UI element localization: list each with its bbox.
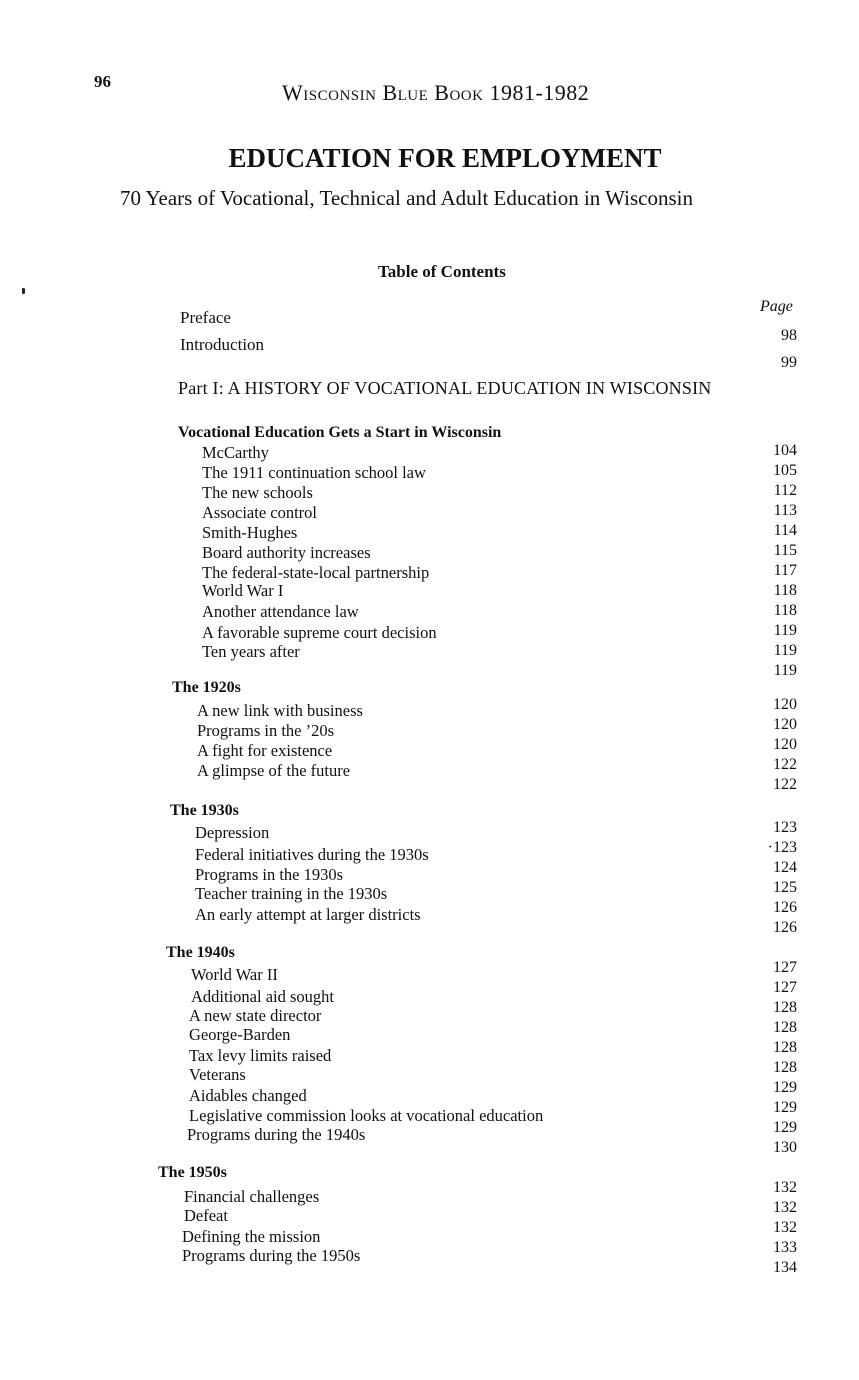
toc-page-number: 117 xyxy=(773,562,797,579)
toc-page-number: 123 xyxy=(773,819,797,836)
toc-item: Programs in the ’20s xyxy=(197,721,335,740)
toc-page-number: 118 xyxy=(773,602,797,619)
section-heading: The 1940s xyxy=(166,944,235,961)
toc-item: World War II xyxy=(191,965,278,984)
toc-page-number: 132 xyxy=(773,1199,797,1216)
toc-page-number: 98 xyxy=(781,327,797,344)
toc-page-number: 129 xyxy=(773,1099,797,1116)
toc-page-number: 122 xyxy=(773,776,797,793)
ink-speck xyxy=(22,288,25,294)
toc-item: Ten years after xyxy=(202,642,300,661)
toc-item: Programs in the 1930s xyxy=(195,865,344,884)
toc-page-number: 129 xyxy=(773,1079,797,1096)
toc-item: Board authority increases xyxy=(202,543,371,562)
toc-item: Teacher training in the 1930s xyxy=(195,884,388,903)
toc-item: Financial challenges xyxy=(184,1187,320,1206)
toc-item: The new schools xyxy=(202,483,313,502)
toc-page-number: 127 xyxy=(773,959,797,976)
page-numbers-front xyxy=(737,326,797,373)
toc-item: Defeat xyxy=(184,1206,228,1225)
page-numbers-s5 xyxy=(737,1178,797,1278)
toc-page-number: 113 xyxy=(773,502,797,519)
page-numbers-s2 xyxy=(737,695,797,795)
toc-entry-preface: Preface xyxy=(180,308,231,327)
page-subtitle: 70 Years of Vocational, Technical and Adult Education in Wisconsin xyxy=(120,186,693,210)
toc-item: George-Barden xyxy=(189,1025,291,1044)
toc-item: World War I xyxy=(202,581,284,600)
section-heading: The 1930s xyxy=(170,802,239,819)
toc-page-number: 128 xyxy=(773,1019,797,1036)
toc-item: Aidables changed xyxy=(189,1086,307,1105)
toc-item: Smith-Hughes xyxy=(202,523,298,542)
toc-page-number: 126 xyxy=(773,899,797,916)
toc-page-number: 132 xyxy=(773,1179,797,1196)
toc-page-number: 112 xyxy=(773,482,797,499)
toc-page-number: 132 xyxy=(773,1219,797,1236)
toc-item: A fight for existence xyxy=(197,741,333,760)
toc-page-number: 120 xyxy=(773,736,797,753)
part-heading: Part I: A HISTORY OF VOCATIONAL EDUCATION IN WISCONSIN xyxy=(178,378,712,398)
toc-entry-introduction: Introduction xyxy=(180,335,265,354)
toc-page-number: 130 xyxy=(773,1139,797,1156)
page-numbers-s3 xyxy=(737,818,797,938)
toc-item: A new link with business xyxy=(197,701,363,720)
toc-item: A favorable supreme court decision xyxy=(202,623,437,642)
toc-item: Veterans xyxy=(189,1065,246,1084)
toc-item: A new state director xyxy=(189,1006,322,1025)
toc-page-number: 122 xyxy=(773,756,797,773)
section-heading: Vocational Education Gets a Start in Wisconsin xyxy=(178,424,502,441)
toc-page-number: 120 xyxy=(773,696,797,713)
toc-page-number: 128 xyxy=(773,1059,797,1076)
toc-page-number: 129 xyxy=(773,1119,797,1136)
toc-item: Legislative commission looks at vocational education xyxy=(189,1106,544,1125)
toc-page-number: 134 xyxy=(773,1259,797,1276)
toc-item: Another attendance law xyxy=(202,602,359,621)
toc-item: The federal-state-local partnership xyxy=(202,563,430,582)
toc-page-number: 104 xyxy=(773,442,797,459)
toc-item: A glimpse of the future xyxy=(197,761,351,780)
toc-page-number: 119 xyxy=(773,622,797,639)
section-heading: The 1950s xyxy=(158,1164,227,1181)
toc-item: An early attempt at larger districts xyxy=(195,905,421,924)
toc-page-number: 105 xyxy=(773,462,797,479)
toc-item: Depression xyxy=(195,823,270,842)
toc-page-number: 119 xyxy=(773,662,797,679)
toc-page-number: 120 xyxy=(773,716,797,733)
toc-page-number: ·123 xyxy=(767,839,797,856)
toc-item: Federal initiatives during the 1930s xyxy=(195,845,429,864)
toc-page-number: 127 xyxy=(773,979,797,996)
toc-item: Associate control xyxy=(202,503,318,522)
toc-page-number: 125 xyxy=(773,879,797,896)
page-numbers-s4 xyxy=(737,958,797,1158)
toc-item: McCarthy xyxy=(202,443,269,462)
toc-page-number: 126 xyxy=(773,919,797,936)
page-number: 96 xyxy=(94,72,111,91)
toc-item: Defining the mission xyxy=(182,1227,321,1246)
toc-page-number: 99 xyxy=(781,354,797,371)
page-title: EDUCATION FOR EMPLOYMENT xyxy=(228,143,662,173)
toc-item: The 1911 continuation school law xyxy=(202,463,426,482)
toc-page-number: 118 xyxy=(773,582,797,599)
toc-page-number: 119 xyxy=(773,642,797,659)
toc-item: Additional aid sought xyxy=(191,987,334,1006)
toc-page-number: 124 xyxy=(773,859,797,876)
toc-item: Programs during the 1950s xyxy=(182,1246,361,1265)
toc-item: Programs during the 1940s xyxy=(187,1125,366,1144)
page-numbers-s1 xyxy=(737,441,797,681)
toc-page-number: 128 xyxy=(773,1039,797,1056)
toc-page-number: 114 xyxy=(773,522,797,539)
running-head-text: Wisconsin Blue Book 1981-1982 xyxy=(282,80,590,105)
running-head xyxy=(282,80,589,106)
toc-page-number: 133 xyxy=(773,1239,797,1256)
page-column-label: Page xyxy=(760,298,793,315)
toc-page-number: 115 xyxy=(773,542,797,559)
section-heading: The 1920s xyxy=(172,679,241,696)
toc-heading: Table of Contents xyxy=(378,262,506,281)
toc-item: Tax levy limits raised xyxy=(189,1046,332,1065)
toc-page-number: 128 xyxy=(773,999,797,1016)
